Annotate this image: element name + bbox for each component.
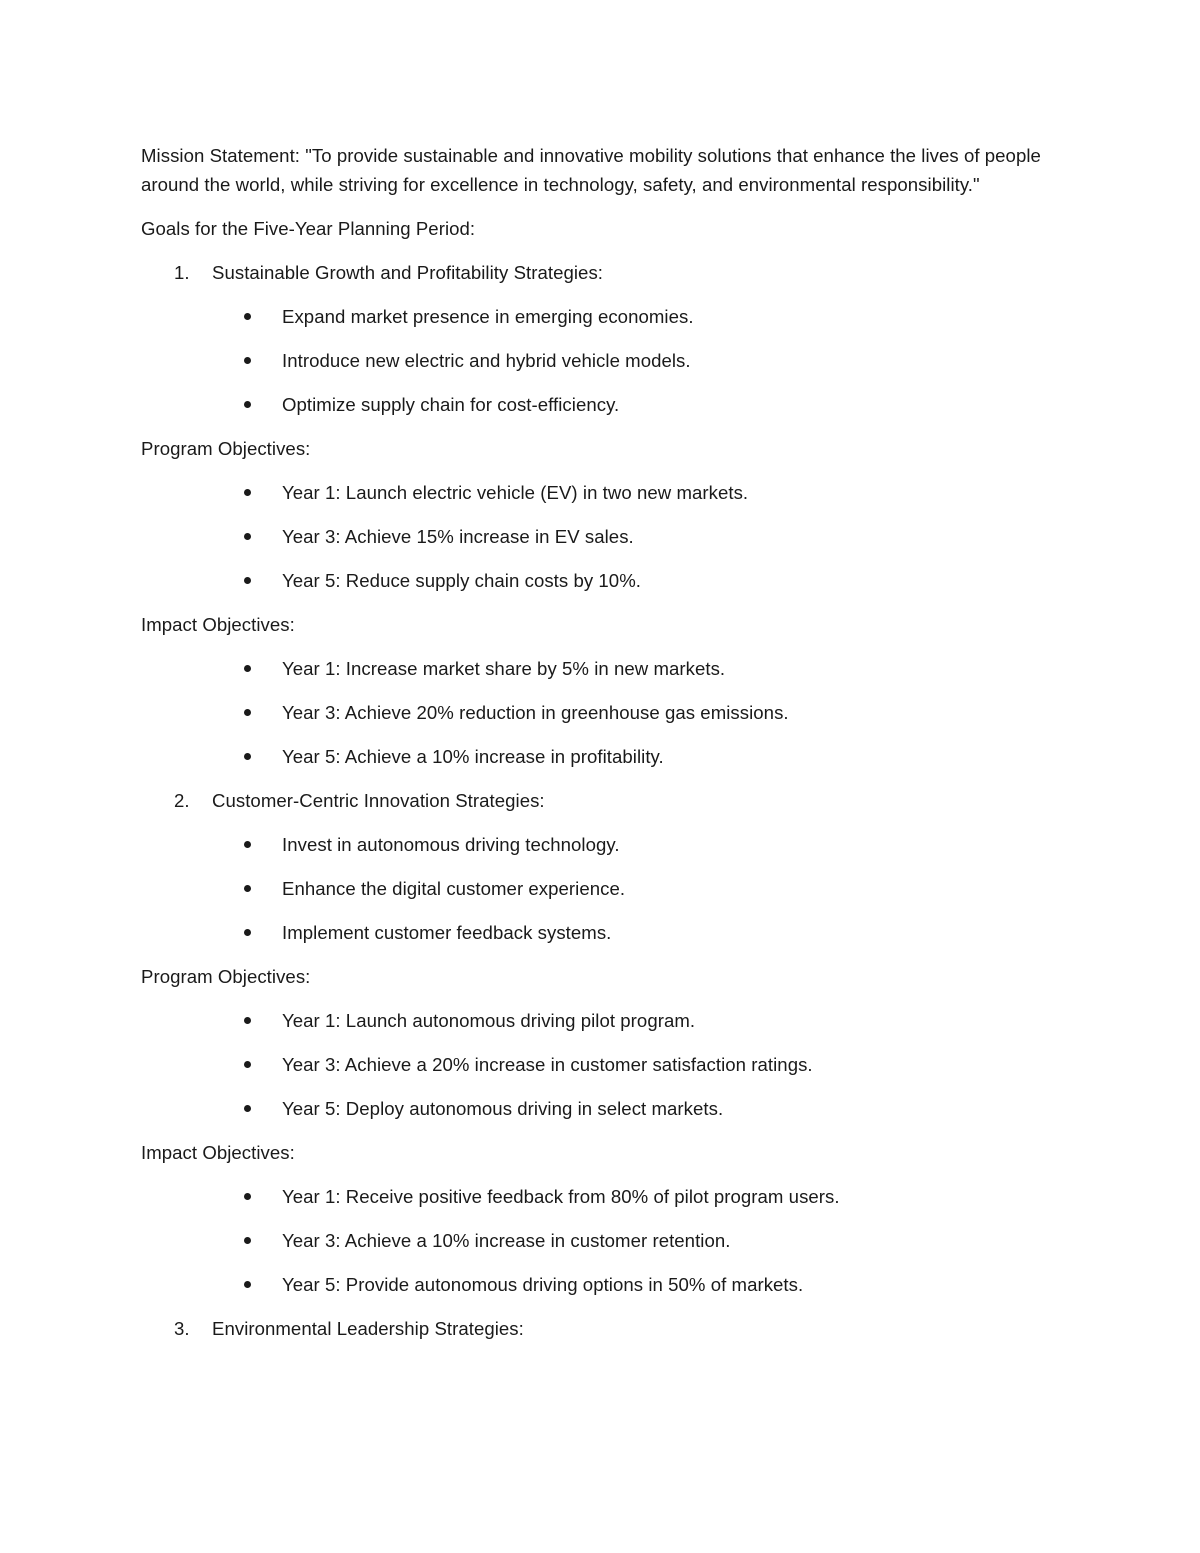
impact-objectives-heading: Impact Objectives: (141, 1142, 295, 1163)
bullet-icon (244, 753, 251, 760)
program-objectives-heading: Program Objectives: (141, 966, 311, 987)
bullet-icon (244, 1017, 251, 1024)
list-item: Year 1: Launch electric vehicle (EV) in two new markets. (141, 478, 1061, 507)
list-item: Year 1: Receive positive feedback from 80% of pilot program users. (141, 1182, 1061, 1211)
bullet-icon (244, 1281, 251, 1288)
bullet-icon (244, 1237, 251, 1244)
program-objectives-heading: Program Objectives: (141, 438, 311, 459)
bullet-icon (244, 709, 251, 716)
list-item: Optimize supply chain for cost-efficiency. (141, 390, 1061, 419)
bullet-icon (244, 1193, 251, 1200)
list-item: Year 5: Reduce supply chain costs by 10%. (141, 566, 1061, 595)
bullet-icon (244, 489, 251, 496)
list-item: Implement customer feedback systems. (141, 918, 1061, 947)
list-item: Invest in autonomous driving technology. (141, 830, 1061, 859)
goal-number: 2. (174, 790, 190, 811)
list-item: Year 3: Achieve 15% increase in EV sales. (141, 522, 1061, 551)
list-item: Year 3: Achieve a 20% increase in customer satisfaction ratings. (141, 1050, 1061, 1079)
goals-heading: Goals for the Five-Year Planning Period: (141, 218, 476, 239)
document-body (141, 141, 1061, 1358)
list-item: Year 3: Achieve 20% reduction in greenhouse gas emissions. (141, 698, 1061, 727)
goal-title: Sustainable Growth and Profitability Strategies: (212, 262, 604, 283)
goal-1-title (141, 258, 1061, 287)
list-item: Year 5: Achieve a 10% increase in profitability. (141, 742, 1061, 771)
bullet-icon (244, 533, 251, 540)
goal-number: 1. (174, 262, 190, 283)
impact-objectives-heading: Impact Objectives: (141, 614, 295, 635)
bullet-icon (244, 1061, 251, 1068)
goal-3-title (141, 1314, 1061, 1343)
bullet-icon (244, 929, 251, 936)
bullet-icon (244, 313, 251, 320)
list-item: Year 5: Provide autonomous driving options in 50% of markets. (141, 1270, 1061, 1299)
list-item: Year 5: Deploy autonomous driving in select markets. (141, 1094, 1061, 1123)
bullet-icon (244, 357, 251, 364)
goal-title: Customer-Centric Innovation Strategies: (212, 790, 545, 811)
goal-2-title (141, 786, 1061, 815)
list-item: Enhance the digital customer experience. (141, 874, 1061, 903)
list-item: Year 1: Launch autonomous driving pilot program. (141, 1006, 1061, 1035)
bullet-icon (244, 401, 251, 408)
list-item: Year 3: Achieve a 10% increase in customer retention. (141, 1226, 1061, 1255)
bullet-icon (244, 1105, 251, 1112)
bullet-icon (244, 885, 251, 892)
list-item: Introduce new electric and hybrid vehicle models. (141, 346, 1061, 375)
list-item: Expand market presence in emerging economies. (141, 302, 1061, 331)
bullet-icon (244, 841, 251, 848)
bullet-icon (244, 577, 251, 584)
goal-title: Environmental Leadership Strategies: (212, 1318, 524, 1339)
bullet-icon (244, 665, 251, 672)
goal-number: 3. (174, 1318, 190, 1339)
mission-statement: Mission Statement: "To provide sustainable and innovative mobility solutions that enhance the lives of people around the world, while striving for excellence in technology, safety, and environmental responsibility." (141, 145, 1041, 195)
list-item: Year 1: Increase market share by 5% in new markets. (141, 654, 1061, 683)
